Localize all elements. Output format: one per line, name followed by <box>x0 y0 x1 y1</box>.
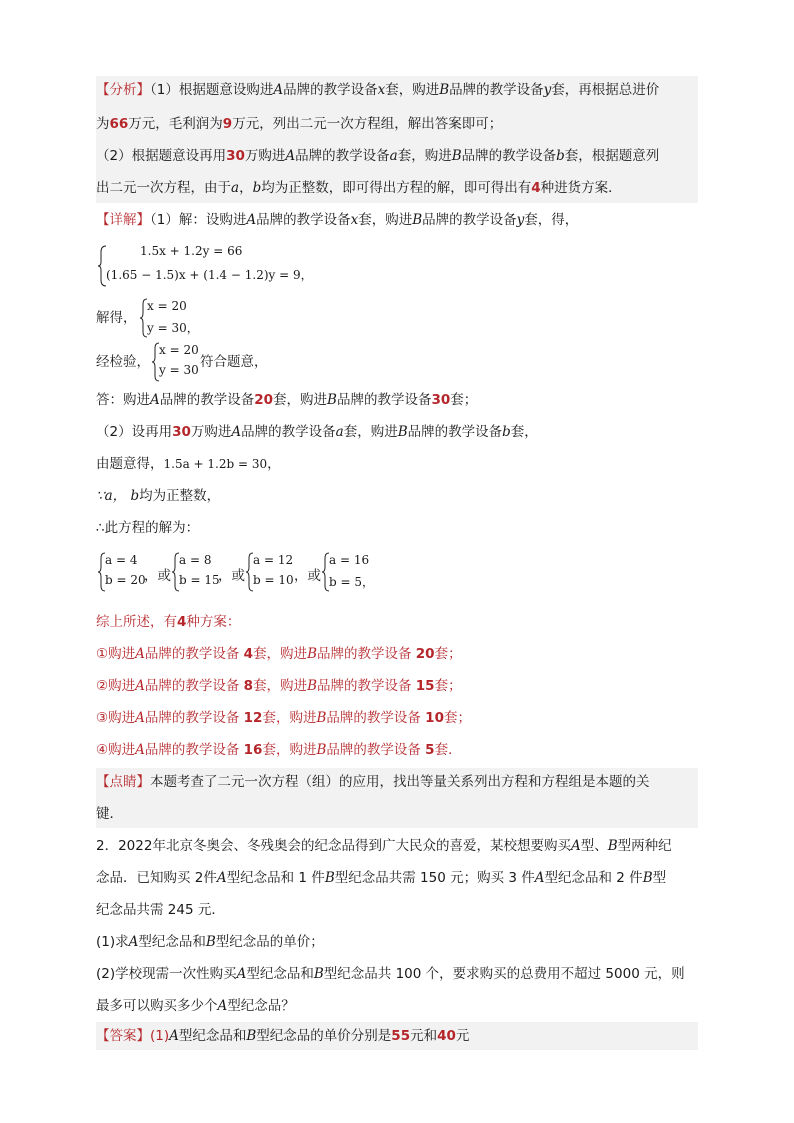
plan-1: ①购进A品牌的教学设备 4套，购进B品牌的教学设备 20套； <box>96 646 462 662</box>
question-2-part-1: (1)求A型纪念品和B型纪念品的单价； <box>96 934 324 950</box>
solution-system: x = 20 y = 30， <box>140 298 220 338</box>
solution-4: a = 16 b = 5， <box>322 552 392 592</box>
detail-tag: 【详解】 <box>96 212 150 228</box>
equation-2: (1.65 − 1.5)x + (1.4 − 1.2)y = 9， <box>106 268 313 282</box>
part-2-line: （2）设再用30万购进A品牌的教学设备a套，购进B品牌的教学设备b套， <box>96 424 538 440</box>
check-line: 经检验， <box>96 354 150 370</box>
because-line: ∵a， b均为正整数， <box>96 488 221 504</box>
question-2-line-2: 念品．已知购买 2件A型纪念品和 1 件B型纪念品共需 150 元；购买 3 件A型纪念品和 2 件B型 <box>96 870 667 886</box>
answer-tag: 【答案】 <box>96 1028 150 1044</box>
analysis-tag: 【分析】 <box>96 82 150 98</box>
question-2-part-2: (2)学校现需一次性购买A型纪念品和B型纪念品共 100 个，要求购买的总费用不超过 5000 元，则 <box>96 966 685 982</box>
summary-line: 综上所述，有4种方案： <box>96 614 241 630</box>
solved-label: 解得， <box>96 310 137 326</box>
plan-4: ④购进A品牌的教学设备 16套，购进B品牌的教学设备 5套． <box>96 742 462 758</box>
analysis-line-2: 为66万元，毛利润为9万元，列出二元一次方程组，解出答案即可； <box>96 116 503 132</box>
check-system: x = 20 y = 30 符合题意， <box>152 342 292 382</box>
answer-line: 【答案】(1)A型纪念品和B型纪念品的单价分别是55元和40元 <box>96 1028 470 1044</box>
answer-1-line: 答：购进A品牌的教学设备20套，购进B品牌的教学设备30套； <box>96 392 478 408</box>
comment-line-1: 【点睛】本题考查了二元一次方程（组）的应用，找出等量关系列出方程和方程组是本题的关 <box>96 774 650 790</box>
question-2-line-3: 纪念品共需 245 元． <box>96 902 225 918</box>
plan-3: ③购进A品牌的教学设备 12套，购进B品牌的教学设备 10套； <box>96 710 471 726</box>
question-2-part-2-cont: 最多可以购买多少个A型纪念品？ <box>96 998 295 1014</box>
analysis-line-3: （2）根据题意设再用30万购进A品牌的教学设备a套，购进B品牌的教学设备b套，根据题意列 <box>96 148 660 164</box>
or-1: ，或 <box>144 568 171 584</box>
therefore-line: ∴此方程的解为： <box>96 520 200 536</box>
solution-3: a = 12 b = 10 <box>246 552 316 592</box>
solution-2: a = 8 b = 15 <box>172 552 242 592</box>
equation-1: 1.5x + 1.2y = 66 <box>140 244 243 258</box>
solution-1: a = 4 b = 20 <box>98 552 168 592</box>
detail-line-1: 【详解】（1）解：设购进A品牌的教学设备x套，购进B品牌的教学设备y套，得， <box>96 212 579 228</box>
analysis-line-4: 出二元一次方程，由于a，b均为正整数，即可得出方程的解，即可得出有4种进货方案． <box>96 180 622 196</box>
or-3: ，或 <box>294 568 321 584</box>
equation-system-1 <box>98 244 398 288</box>
plan-2: ②购进A品牌的教学设备 8套，购进B品牌的教学设备 15套； <box>96 678 462 694</box>
or-2: ，或 <box>218 568 245 584</box>
comment-line-2: 键． <box>96 806 123 822</box>
comment-tag: 【点睛】 <box>96 774 150 790</box>
question-2-line-1: 2．2022年北京冬奥会、冬残奥会的纪念品得到广大民众的喜爱，某校想要购买A型、B型两种纪 <box>96 838 672 854</box>
equation-line-3: 由题意得，1.5a + 1.2b = 30， <box>96 456 281 472</box>
analysis-line-1: 【分析】（1）根据题意设购进A品牌的教学设备x套，购进B品牌的教学设备y套，再根据总进价 <box>96 82 660 98</box>
